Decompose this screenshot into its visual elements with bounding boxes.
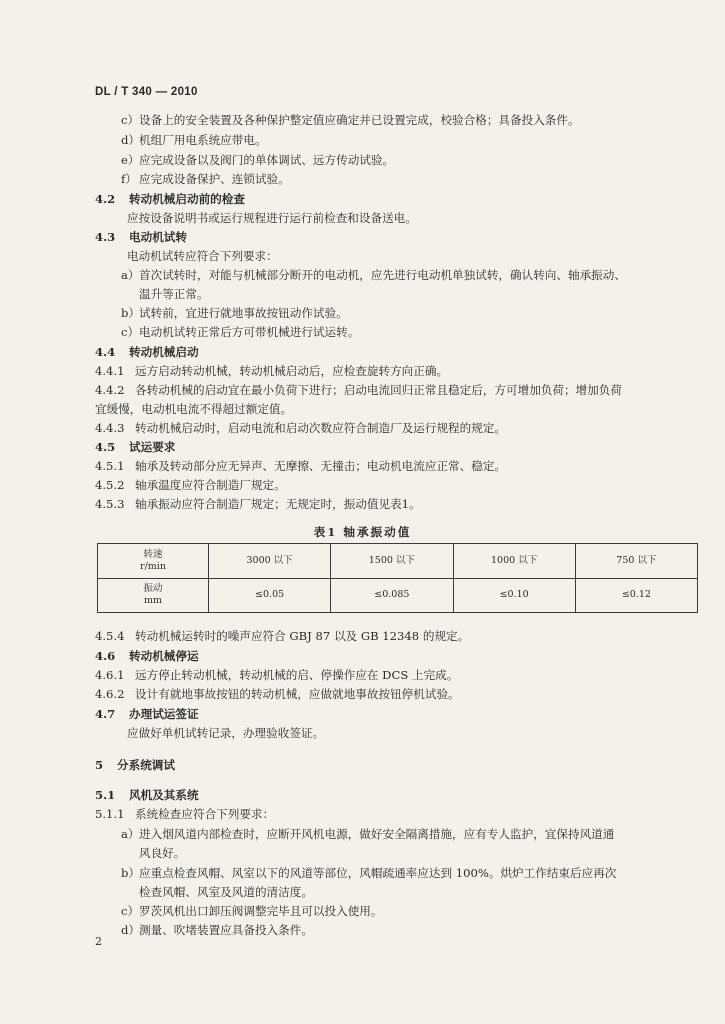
clause-number: 4.4.3 — [95, 421, 125, 435]
list-item — [121, 325, 359, 339]
list-marker: e） — [121, 153, 140, 167]
section-heading — [95, 707, 199, 721]
list-item-text: 进入烟风道内部检查时，应断开风机电源，做好安全隔离措施，应有专人监护，宜保持风道通 — [139, 827, 615, 841]
clause — [95, 421, 506, 435]
clause — [95, 364, 448, 378]
clause-text: 设计有就地事故按钮的转动机械，应做就地事故按钮停机试验。 — [135, 687, 460, 701]
section-number: 4.6 — [95, 649, 116, 663]
list-marker: b） — [121, 306, 141, 320]
table-cell: ≤0.12 — [575, 578, 697, 613]
clause — [95, 807, 274, 821]
chapter-heading — [95, 758, 175, 772]
list-item — [121, 113, 580, 127]
list-item — [121, 268, 626, 282]
table-row — [98, 578, 698, 613]
list-marker: a） — [121, 827, 140, 841]
table-row — [98, 544, 698, 579]
section-number: 4.4 — [95, 345, 116, 359]
row-header-label: 振动 — [143, 583, 163, 595]
list-marker: d） — [121, 923, 141, 937]
clause — [95, 687, 460, 701]
clause-number: 4.4.2 — [95, 383, 125, 397]
row-header-unit: mm — [143, 595, 163, 607]
list-marker: c） — [121, 325, 140, 339]
list-item — [121, 904, 382, 918]
clause-text: 转动机械运转时的噪声应符合 GBJ 87 以及 GB 12348 的规定。 — [135, 629, 470, 643]
table-cell: ≤0.085 — [331, 578, 453, 613]
list-item-text: 测量、吹堵装置应具备投入条件。 — [139, 923, 313, 937]
paragraph: 电动机试转应符合下列要求： — [127, 249, 278, 263]
section-title: 电动机试转 — [129, 230, 187, 244]
section-number: 4.7 — [95, 707, 116, 721]
section-title: 转动机械启动 — [129, 345, 199, 359]
clause-text: 远方停止转动机械，转动机械的启、停操作应在 DCS 上完成。 — [135, 668, 459, 682]
list-item-text: 应完成设备以及阀门的单体调试、远方传动试验。 — [139, 153, 395, 167]
clause-number: 4.5.1 — [95, 459, 125, 473]
clause-continuation: 宜缓慢，电动机电流不得超过额定值。 — [95, 402, 293, 416]
list-item-text: 机组厂用电系统应带电。 — [139, 133, 267, 147]
section-number: 4.3 — [95, 230, 116, 244]
clause-text: 转动机械启动时，启动电流和启动次数应符合制造厂及运行规程的规定。 — [135, 421, 507, 435]
vibration-table — [97, 543, 698, 613]
section-title: 转动机械启动前的检查 — [129, 192, 245, 206]
clause-text: 系统检查应符合下列要求： — [135, 807, 275, 821]
clause-number: 4.5.2 — [95, 478, 125, 492]
row-header-label: 转速 — [143, 548, 163, 560]
section-title: 办理试运签证 — [129, 707, 199, 721]
list-item — [121, 172, 290, 186]
clause-text: 轴承振动应符合制造厂规定；无规定时，振动值见表1。 — [135, 497, 421, 511]
table-cell: 750 以下 — [575, 544, 697, 579]
page-number: 2 — [95, 935, 102, 948]
table-cell: ≤0.05 — [209, 578, 331, 613]
section-number: 4.2 — [95, 192, 116, 206]
list-item — [121, 923, 313, 937]
section-heading — [95, 192, 245, 206]
list-item-continuation: 风良好。 — [139, 846, 186, 860]
table-cell: 1500 以下 — [331, 544, 453, 579]
list-marker: f） — [121, 172, 137, 186]
row-header-vibration — [98, 578, 209, 613]
section-heading — [95, 788, 199, 802]
list-item — [121, 133, 267, 147]
list-item-text: 罗茨风机出口卸压阀调整完毕且可以投入使用。 — [139, 904, 383, 918]
clause — [95, 459, 506, 473]
clause-number: 4.4.1 — [95, 364, 125, 378]
list-item-continuation: 温升等正常。 — [139, 287, 209, 301]
clause-number: 4.6.1 — [95, 668, 125, 682]
list-item-text: 应完成设备保护、连锁试验。 — [139, 172, 290, 186]
clause — [95, 629, 469, 643]
list-item-text: 电动机试转正常后方可带机械进行试运转。 — [139, 325, 360, 339]
clause — [95, 668, 458, 682]
clause-text: 轴承及转动部分应无异声、无摩擦、无撞击；电动机电流应正常、稳定。 — [135, 459, 507, 473]
section-title: 风机及其系统 — [129, 788, 199, 802]
section-heading — [95, 230, 187, 244]
table-cell: ≤0.10 — [453, 578, 575, 613]
row-header-speed — [98, 544, 209, 579]
paragraph: 应做好单机试转记录，办理验收签证。 — [127, 726, 325, 740]
clause — [95, 478, 286, 492]
table-cell: 1000 以下 — [453, 544, 575, 579]
section-heading — [95, 649, 199, 663]
list-item-text: 设备上的安全装置及各种保护整定值应确定并已设置完成，校验合格；具备投入条件。 — [139, 113, 580, 127]
list-marker: c） — [121, 113, 140, 127]
standard-code-header: DL / T 340 — 2010 — [95, 86, 198, 98]
clause-number: 4.6.2 — [95, 687, 125, 701]
section-number: 5.1 — [95, 788, 116, 802]
list-item-continuation: 检查风帽、风室及风道的清洁度。 — [139, 885, 313, 899]
list-item-text: 试转前，宜进行就地事故按钮动作试验。 — [139, 306, 348, 320]
list-item — [121, 827, 614, 841]
section-heading — [95, 345, 199, 359]
chapter-number: 5 — [95, 758, 104, 772]
section-number: 4.5 — [95, 440, 116, 454]
clause-number: 4.5.4 — [95, 629, 125, 643]
list-item-text: 应重点检查风帽、风室以下的风道等部位，风帽疏通率应达到 100%。烘炉工作结束后应再次 — [139, 866, 617, 880]
list-marker: b） — [121, 866, 141, 880]
section-title: 试运要求 — [129, 440, 176, 454]
section-title: 转动机械停运 — [129, 649, 199, 663]
clause-number: 4.5.3 — [95, 497, 125, 511]
list-item — [121, 153, 394, 167]
row-header-unit: r/min — [140, 560, 166, 572]
list-item-text: 首次试转时，对能与机械部分断开的电动机，应先进行电动机单独试转，确认转向、轴承振动、 — [139, 268, 626, 282]
clause-text: 轴承温度应符合制造厂规定。 — [135, 478, 286, 492]
table-cell: 3000 以下 — [209, 544, 331, 579]
paragraph: 应按设备说明书或运行规程进行运行前检查和设备送电。 — [127, 211, 417, 225]
clause-number: 5.1.1 — [95, 807, 125, 821]
list-item — [121, 306, 348, 320]
clause — [95, 497, 421, 511]
clause-text: 各转动机械的启动宜在最小负荷下进行；启动电流回归正常且稳定后，方可增加负荷；增加负荷 — [135, 383, 622, 397]
list-marker: c） — [121, 904, 140, 918]
clause — [95, 383, 622, 397]
chapter-title: 分系统调试 — [117, 758, 175, 772]
section-heading — [95, 440, 175, 454]
list-marker: a） — [121, 268, 140, 282]
table-caption: 表1 轴承振动值 — [313, 525, 412, 539]
list-item — [121, 866, 616, 880]
clause-text: 远方启动转动机械，转动机械启动后，应检查旋转方向正确。 — [135, 364, 449, 378]
list-marker: d） — [121, 133, 141, 147]
